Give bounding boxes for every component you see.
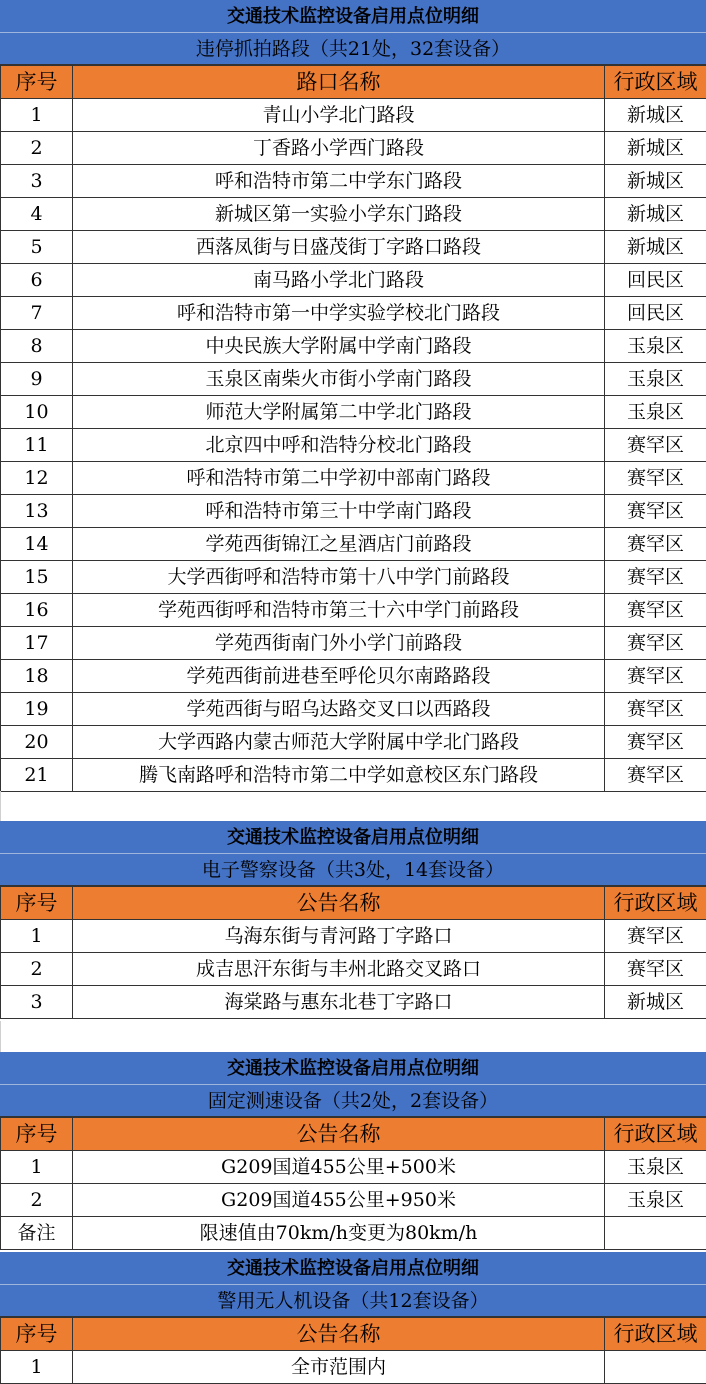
cell-district: 赛罕区 <box>605 429 706 462</box>
data-table <box>0 886 706 1019</box>
cell-index: 4 <box>1 198 73 231</box>
table-row <box>1 920 706 953</box>
table-row <box>1 231 706 264</box>
cell-location: 丁香路小学西门路段 <box>73 132 605 165</box>
cell-location: 大学西路内蒙古师范大学附属中学北门路段 <box>73 726 605 759</box>
cell-district <box>605 1217 706 1250</box>
cell-index: 1 <box>1 1151 73 1184</box>
header-row <box>1 887 706 920</box>
table-row <box>1 759 706 792</box>
cell-district: 赛罕区 <box>605 561 706 594</box>
cell-location: 南马路小学北门路段 <box>73 264 605 297</box>
table-row <box>1 297 706 330</box>
table-row <box>1 396 706 429</box>
cell-index: 5 <box>1 231 73 264</box>
table-row <box>1 165 706 198</box>
cell-district: 赛罕区 <box>605 594 706 627</box>
cell-location: 限速值由70km/h变更为80km/h <box>73 1217 605 1250</box>
cell-index: 2 <box>1 1184 73 1217</box>
blank-row <box>0 791 706 821</box>
cell-location: G209国道455公里+500米 <box>73 1151 605 1184</box>
cell-index: 8 <box>1 330 73 363</box>
cell-district: 赛罕区 <box>605 920 706 953</box>
data-table <box>0 65 706 792</box>
cell-index: 3 <box>1 986 73 1019</box>
data-table <box>0 1317 706 1384</box>
cell-index: 17 <box>1 627 73 660</box>
column-header: 行政区域 <box>605 887 706 920</box>
cell-district: 回民区 <box>605 264 706 297</box>
cell-index: 11 <box>1 429 73 462</box>
cell-location: 大学西街呼和浩特市第十八中学门前路段 <box>73 561 605 594</box>
cell-index: 14 <box>1 528 73 561</box>
cell-district: 回民区 <box>605 297 706 330</box>
section-subtitle: 固定测速设备（共2处，2套设备） <box>0 1085 706 1117</box>
table-row <box>1 462 706 495</box>
table-row <box>1 1217 706 1250</box>
blank-row <box>0 1021 706 1052</box>
cell-district: 玉泉区 <box>605 396 706 429</box>
section-title: 交通技术监控设备启用点位明细 <box>0 821 706 854</box>
cell-district: 新城区 <box>605 986 706 1019</box>
cell-district: 赛罕区 <box>605 462 706 495</box>
table-row <box>1 1151 706 1184</box>
cell-index: 3 <box>1 165 73 198</box>
column-header: 路口名称 <box>73 66 605 99</box>
cell-index: 19 <box>1 693 73 726</box>
column-header: 序号 <box>1 66 73 99</box>
section-drone <box>0 1252 706 1384</box>
cell-location: 呼和浩特市第一中学实验学校北门路段 <box>73 297 605 330</box>
table-row <box>1 363 706 396</box>
cell-district: 新城区 <box>605 231 706 264</box>
header-row <box>1 66 706 99</box>
cell-district: 赛罕区 <box>605 693 706 726</box>
cell-location: 学苑西街锦江之星酒店门前路段 <box>73 528 605 561</box>
table-row <box>1 429 706 462</box>
cell-location: 学苑西街呼和浩特市第三十六中学门前路段 <box>73 594 605 627</box>
table-row <box>1 726 706 759</box>
column-header: 序号 <box>1 1318 73 1351</box>
cell-location: 中央民族大学附属中学南门路段 <box>73 330 605 363</box>
column-header: 序号 <box>1 1118 73 1151</box>
cell-index: 1 <box>1 99 73 132</box>
section-subtitle: 警用无人机设备（共12套设备） <box>0 1285 706 1317</box>
cell-location: 青山小学北门路段 <box>73 99 605 132</box>
section-title: 交通技术监控设备启用点位明细 <box>0 1252 706 1285</box>
cell-index: 2 <box>1 132 73 165</box>
table-row <box>1 264 706 297</box>
cell-index: 7 <box>1 297 73 330</box>
table-row <box>1 132 706 165</box>
cell-district: 新城区 <box>605 132 706 165</box>
cell-district: 新城区 <box>605 198 706 231</box>
cell-location: 海棠路与惠东北巷丁字路口 <box>73 986 605 1019</box>
cell-index: 1 <box>1 920 73 953</box>
cell-index: 20 <box>1 726 73 759</box>
data-table <box>0 1117 706 1250</box>
cell-location: 成吉思汗东街与丰州北路交叉路口 <box>73 953 605 986</box>
table-row <box>1 660 706 693</box>
column-header: 行政区域 <box>605 66 706 99</box>
section-title: 交通技术监控设备启用点位明细 <box>0 1052 706 1085</box>
table-row <box>1 198 706 231</box>
section-speed-camera <box>0 1052 706 1250</box>
column-header: 行政区域 <box>605 1318 706 1351</box>
cell-location: 呼和浩特市第二中学初中部南门路段 <box>73 462 605 495</box>
cell-location: 西落凤街与日盛茂街丁字路口路段 <box>73 231 605 264</box>
table-row <box>1 1184 706 1217</box>
table-row <box>1 528 706 561</box>
cell-location: 北京四中呼和浩特分校北门路段 <box>73 429 605 462</box>
section-e-police <box>0 821 706 1019</box>
table-row <box>1 330 706 363</box>
table-row <box>1 953 706 986</box>
cell-location: 玉泉区南柴火市街小学南门路段 <box>73 363 605 396</box>
cell-district <box>605 1351 706 1384</box>
cell-location: 呼和浩特市第三十中学南门路段 <box>73 495 605 528</box>
cell-district: 玉泉区 <box>605 1184 706 1217</box>
cell-district: 赛罕区 <box>605 726 706 759</box>
cell-location: G209国道455公里+950米 <box>73 1184 605 1217</box>
table-row <box>1 693 706 726</box>
cell-district: 赛罕区 <box>605 528 706 561</box>
header-row <box>1 1118 706 1151</box>
table-row <box>1 561 706 594</box>
table-row <box>1 1351 706 1384</box>
cell-index: 2 <box>1 953 73 986</box>
cell-index: 13 <box>1 495 73 528</box>
cell-index: 备注 <box>1 1217 73 1250</box>
column-header: 公告名称 <box>73 1318 605 1351</box>
cell-district: 新城区 <box>605 165 706 198</box>
cell-location: 全市范围内 <box>73 1351 605 1384</box>
cell-district: 玉泉区 <box>605 330 706 363</box>
cell-district: 玉泉区 <box>605 1151 706 1184</box>
cell-district: 赛罕区 <box>605 953 706 986</box>
cell-district: 赛罕区 <box>605 495 706 528</box>
cell-index: 16 <box>1 594 73 627</box>
cell-district: 玉泉区 <box>605 363 706 396</box>
cell-index: 15 <box>1 561 73 594</box>
table-row <box>1 495 706 528</box>
cell-location: 呼和浩特市第二中学东门路段 <box>73 165 605 198</box>
cell-location: 师范大学附属第二中学北门路段 <box>73 396 605 429</box>
cell-district: 赛罕区 <box>605 759 706 792</box>
table-row <box>1 594 706 627</box>
cell-district: 赛罕区 <box>605 627 706 660</box>
header-row <box>1 1318 706 1351</box>
cell-location: 乌海东街与青河路丁字路口 <box>73 920 605 953</box>
column-header: 公告名称 <box>73 887 605 920</box>
cell-index: 12 <box>1 462 73 495</box>
column-header: 公告名称 <box>73 1118 605 1151</box>
table-row <box>1 986 706 1019</box>
cell-index: 6 <box>1 264 73 297</box>
cell-index: 21 <box>1 759 73 792</box>
cell-location: 新城区第一实验小学东门路段 <box>73 198 605 231</box>
cell-location: 腾飞南路呼和浩特市第二中学如意校区东门路段 <box>73 759 605 792</box>
column-header: 行政区域 <box>605 1118 706 1151</box>
cell-district: 新城区 <box>605 99 706 132</box>
cell-location: 学苑西街前进巷至呼伦贝尔南路路段 <box>73 660 605 693</box>
section-subtitle: 违停抓拍路段（共21处，32套设备） <box>0 33 706 65</box>
section-subtitle: 电子警察设备（共3处，14套设备） <box>0 854 706 886</box>
cell-location: 学苑西街南门外小学门前路段 <box>73 627 605 660</box>
section-title: 交通技术监控设备启用点位明细 <box>0 0 706 33</box>
cell-district: 赛罕区 <box>605 660 706 693</box>
cell-index: 9 <box>1 363 73 396</box>
cell-index: 18 <box>1 660 73 693</box>
table-row <box>1 99 706 132</box>
cell-index: 10 <box>1 396 73 429</box>
column-header: 序号 <box>1 887 73 920</box>
cell-location: 学苑西街与昭乌达路交叉口以西路段 <box>73 693 605 726</box>
cell-index: 1 <box>1 1351 73 1384</box>
table-row <box>1 627 706 660</box>
